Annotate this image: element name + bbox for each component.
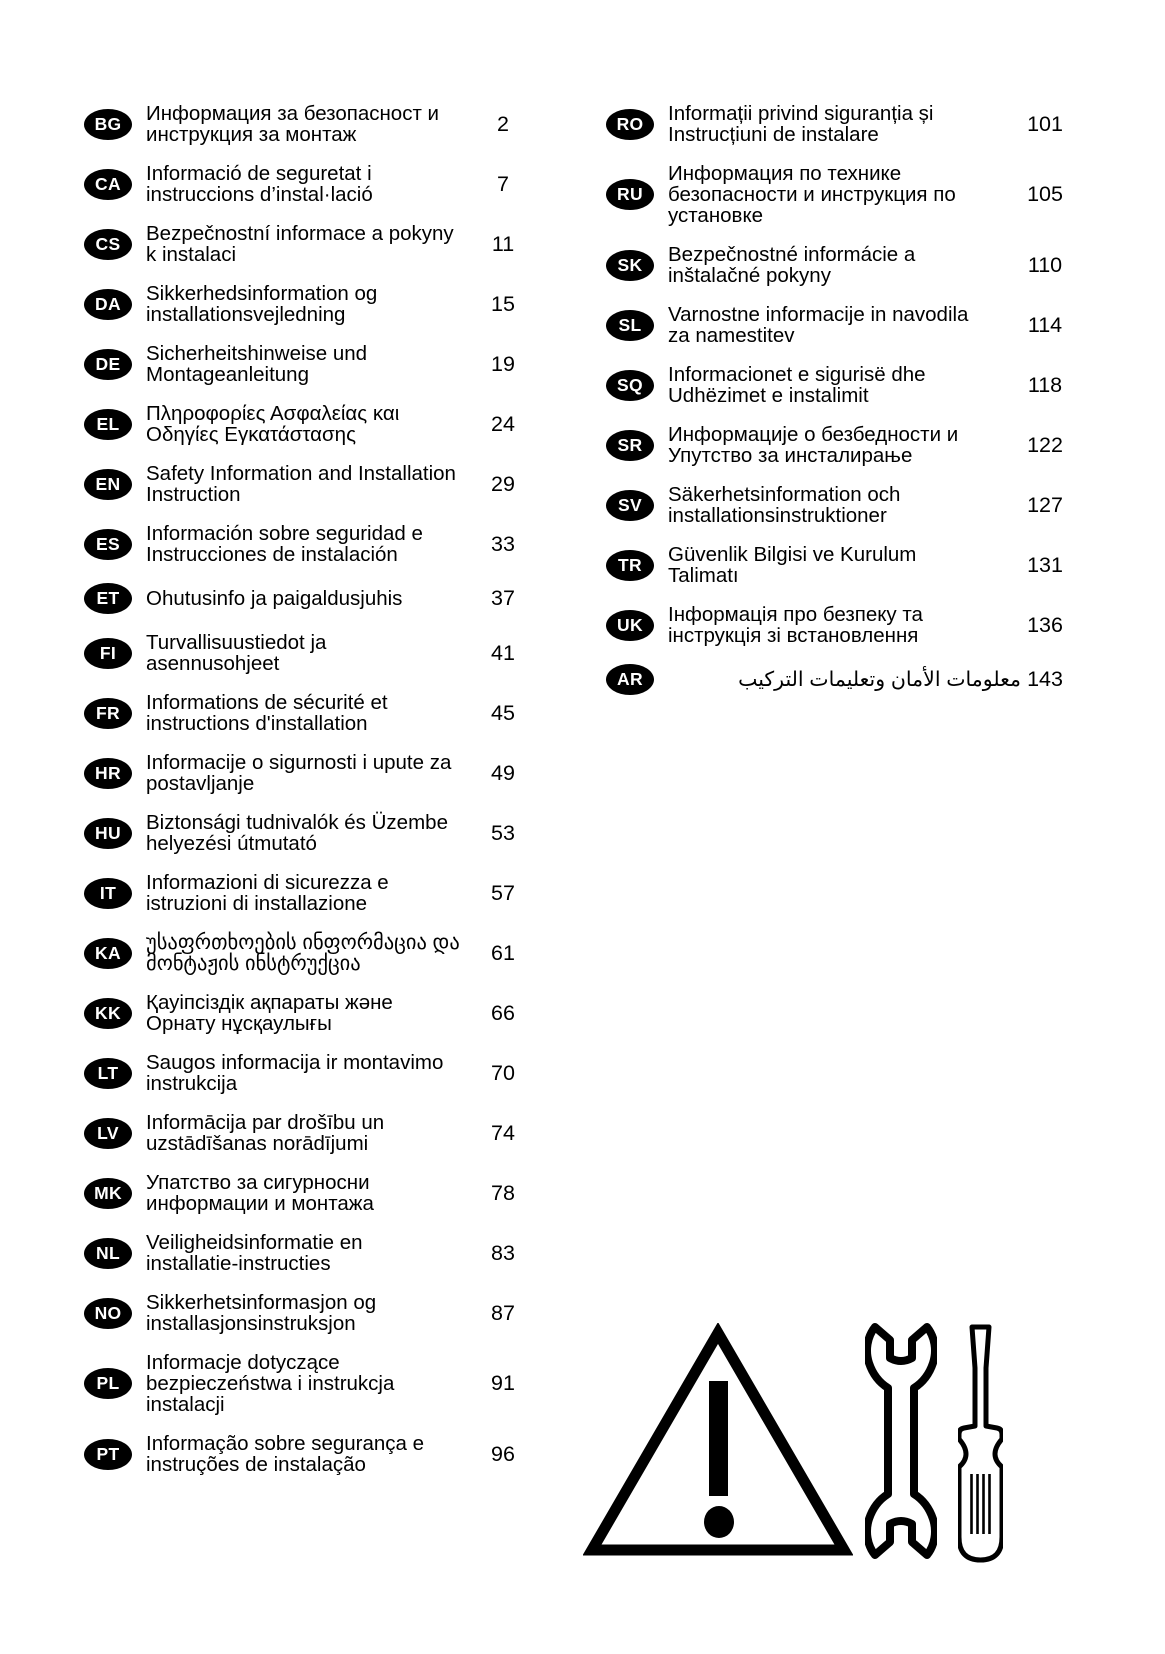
entry-page-number: 143: [1027, 667, 1063, 691]
entry-title-line: Informacje dotyczące: [146, 1351, 340, 1374]
entry-page-number: 78: [491, 1180, 515, 1205]
toc-entry-da: [84, 283, 527, 325]
entry-title-line: instruccions d’instal·lació: [146, 183, 373, 206]
entry-title-line: installationsinstruktioner: [668, 504, 887, 527]
entry-title: [146, 463, 479, 505]
toc-entry-fr: [84, 692, 527, 734]
entry-title-line: Montageanleitung: [146, 363, 309, 386]
language-badge-en: EN: [84, 469, 132, 500]
toc-entry-el: [84, 403, 527, 445]
entry-title-line: Veiligheidsinformatie en: [146, 1231, 363, 1254]
entry-title-line: Varnostne informacije in navodila: [668, 303, 969, 326]
bottom-icons: [583, 1321, 1053, 1567]
entry-title: [146, 103, 479, 145]
toc-entry-mk: [84, 1172, 527, 1214]
toc-entry-lv: [84, 1112, 527, 1154]
entry-page-number: 37: [491, 586, 515, 610]
language-badge-bg: BG: [84, 109, 132, 140]
entry-title-line: Ohutusinfo ja paigaldusjuhis: [146, 587, 403, 610]
language-badge-uk: UK: [606, 610, 654, 641]
entry-title-line: Informations de sécurité et: [146, 691, 388, 714]
language-badge-el: EL: [84, 409, 132, 440]
entry-page-number: 53: [491, 820, 515, 845]
entry-page-number: 45: [491, 700, 515, 725]
entry-title-line: информации и монтажа: [146, 1192, 374, 1215]
entry-title: [146, 752, 479, 794]
language-badge-kk: KK: [84, 998, 132, 1029]
entry-title-line: Информация за безопасност и: [146, 102, 439, 125]
language-badge-ar: AR: [606, 664, 654, 695]
toc-entry-hr: [84, 752, 527, 794]
toc-entry-es: [84, 523, 527, 565]
entry-title-line: inštalačné pokyny: [668, 264, 831, 287]
toc-entry-ar: [606, 664, 1069, 695]
language-badge-sr: SR: [606, 430, 654, 461]
entry-page-number: 2: [497, 111, 509, 136]
entry-title-line: Udhëzimet e instalimit: [668, 384, 869, 407]
toc-entry-cs: [84, 223, 527, 265]
entry-title-line: installatie-instructies: [146, 1252, 331, 1275]
language-badge-ro: RO: [606, 109, 654, 140]
entry-title: [668, 544, 1021, 586]
entry-title-line: Información sobre seguridad e: [146, 522, 423, 545]
entry-title-line: معلومات الأمان وتعليمات التركيب: [738, 668, 1021, 691]
toc-entry-sk: [606, 244, 1069, 286]
entry-title-line: Informació de seguretat i: [146, 162, 372, 185]
toc-entry-sq: [606, 364, 1069, 406]
language-badge-hr: HR: [84, 758, 132, 789]
entry-title-line: установке: [668, 204, 764, 227]
entry-title-line: Упутство за инсталирање: [668, 444, 913, 467]
toc-entry-tr: [606, 544, 1069, 586]
language-badge-fi: FI: [84, 638, 132, 669]
entry-page-number: 29: [491, 471, 515, 496]
entry-title: [146, 523, 479, 565]
entry-page-number: 101: [1027, 111, 1063, 136]
entry-title-line: Safety Information and Installation: [146, 462, 456, 485]
toc-entry-en: [84, 463, 527, 505]
toc-column-right: [606, 103, 1069, 713]
entry-title-line: za namestitev: [668, 324, 795, 347]
language-badge-sl: SL: [606, 310, 654, 341]
language-badge-cs: CS: [84, 229, 132, 260]
language-badge-lt: LT: [84, 1058, 132, 1089]
entry-title-line: asennusohjeet: [146, 652, 280, 675]
entry-title: [146, 1232, 479, 1274]
language-badge-fr: FR: [84, 698, 132, 729]
entry-page-number: 70: [491, 1060, 515, 1085]
entry-page-number: 41: [491, 640, 515, 665]
entry-title-line: Упатство за сигурносни: [146, 1171, 370, 1194]
entry-title: [668, 304, 1021, 346]
warning-triangle-icon: [583, 1323, 853, 1559]
entry-title-line: Informazioni di sicurezza e: [146, 871, 389, 894]
language-badge-de: DE: [84, 349, 132, 380]
language-badge-ru: RU: [606, 179, 654, 210]
entry-page-number: 87: [491, 1300, 515, 1325]
language-badge-it: IT: [84, 878, 132, 909]
language-badge-sk: SK: [606, 250, 654, 281]
entry-title-line: Informação sobre segurança e: [146, 1432, 425, 1455]
language-badge-lv: LV: [84, 1118, 132, 1149]
language-badge-mk: MK: [84, 1178, 132, 1209]
entry-title-line: Sikkerhetsinformasjon og: [146, 1291, 377, 1314]
entry-title-line: Інформація про безпеку та: [668, 603, 923, 626]
entry-title-line: მონტაჟის ინსტრუქცია: [146, 952, 361, 975]
entry-title-line: Sicherheitshinweise und: [146, 342, 368, 365]
entry-page-number: 74: [491, 1120, 515, 1145]
entry-page-number: 7: [497, 171, 509, 196]
entry-title-line: Πληροφορίες Ασφαλείας και: [146, 402, 400, 425]
entry-title: [668, 484, 1021, 526]
entry-title: [146, 812, 479, 854]
entry-page-number: 57: [491, 880, 515, 905]
entry-title-line: Biztonsági tudnivalók és Üzembe: [146, 811, 448, 834]
entry-title-line: Bezpečnostné informácie a: [668, 243, 916, 266]
entry-page-number: 110: [1027, 252, 1063, 277]
language-badge-pl: PL: [84, 1368, 132, 1399]
entry-page-number: 11: [491, 231, 515, 256]
toc-entry-de: [84, 343, 527, 385]
toc-entry-lt: [84, 1052, 527, 1094]
entry-title-line: Turvallisuustiedot ja: [146, 631, 327, 654]
toc-entry-ca: [84, 163, 527, 205]
entry-page-number: 105: [1027, 182, 1063, 206]
language-badge-nl: NL: [84, 1238, 132, 1269]
toc-entry-nl: [84, 1232, 527, 1274]
language-badge-no: NO: [84, 1298, 132, 1329]
language-badge-sq: SQ: [606, 370, 654, 401]
entry-title-line: Instrucciones de instalación: [146, 543, 398, 566]
entry-title: [668, 163, 1021, 226]
entry-title-line: Informacionet e sigurisë dhe: [668, 363, 926, 386]
entry-title-line: instructions d'installation: [146, 712, 368, 735]
entry-title-line: Güvenlik Bilgisi ve Kurulum: [668, 543, 917, 566]
language-badge-es: ES: [84, 529, 132, 560]
entry-title-line: postavljanje: [146, 772, 255, 795]
language-badge-et: ET: [84, 583, 132, 614]
entry-title: [668, 424, 1021, 466]
entry-title-line: installationsvejledning: [146, 303, 346, 326]
toc-entry-no: [84, 1292, 527, 1334]
entry-title-line: instrukcija: [146, 1072, 238, 1095]
entry-title-line: инструкция за монтаж: [146, 123, 357, 146]
toc-entry-pt: [84, 1433, 527, 1475]
entry-page-number: 66: [491, 1000, 515, 1025]
entry-title: [146, 343, 479, 385]
entry-title-line: інструкція зі встановлення: [668, 624, 919, 647]
toc-entry-kk: [84, 992, 527, 1034]
screwdriver-icon: [958, 1324, 1003, 1564]
entry-title: [146, 1433, 479, 1475]
entry-title: [146, 1292, 479, 1334]
entry-title: [146, 1352, 479, 1415]
toc-entry-it: [84, 872, 527, 914]
language-badge-ca: CA: [84, 169, 132, 200]
entry-title-line: Информация по технике: [668, 162, 902, 185]
entry-title-line: Bezpečnostní informace a pokyny: [146, 222, 454, 245]
entry-page-number: 61: [491, 940, 515, 965]
toc-entry-sr: [606, 424, 1069, 466]
entry-title-line: Қауіпсіздік ақпараты және: [146, 991, 393, 1014]
entry-title: [146, 588, 479, 609]
toc-entry-uk: [606, 604, 1069, 646]
toc-entry-fi: [84, 632, 527, 674]
entry-page-number: 131: [1027, 552, 1063, 577]
entry-title: [146, 632, 479, 674]
language-badge-pt: PT: [84, 1439, 132, 1470]
entry-title-line: безопасности и инструкция по: [668, 183, 956, 206]
entry-title-line: Informacije o sigurnosti i upute za: [146, 751, 452, 774]
toc-entry-sv: [606, 484, 1069, 526]
entry-page-number: 24: [491, 411, 515, 436]
entry-title: [146, 283, 479, 325]
entry-title: [668, 364, 1021, 406]
entry-title-line: uzstādīšanas norādījumi: [146, 1132, 369, 1155]
entry-title-line: უსაფრთხოების ინფორმაცია და: [146, 931, 460, 954]
entry-title-line: Informācija par drošību un: [146, 1111, 385, 1134]
entry-title: [146, 932, 479, 974]
entry-title-line: Instrucțiuni de instalare: [668, 123, 879, 146]
language-badge-sv: SV: [606, 490, 654, 521]
entry-page-number: 122: [1027, 432, 1063, 457]
wrench-icon: [865, 1321, 937, 1561]
language-badge-hu: HU: [84, 818, 132, 849]
entry-title: [668, 669, 1021, 690]
entry-title: [146, 692, 479, 734]
entry-title-line: istruzioni di installazione: [146, 892, 368, 915]
entry-title: [668, 244, 1021, 286]
toc-entry-pl: [84, 1352, 527, 1415]
entry-title: [668, 604, 1021, 646]
entry-title-line: instruções de instalação: [146, 1453, 366, 1476]
entry-page-number: 114: [1027, 312, 1063, 337]
entry-title: [146, 223, 479, 265]
entry-title-line: Sikkerhedsinformation og: [146, 282, 378, 305]
entry-title-line: Säkerhetsinformation och: [668, 483, 901, 506]
entry-title-line: Орнату нұсқаулығы: [146, 1012, 332, 1035]
entry-page-number: 118: [1027, 372, 1063, 397]
toc-entry-et: [84, 583, 527, 614]
entry-title-line: Talimatı: [668, 564, 739, 587]
toc-entry-sl: [606, 304, 1069, 346]
entry-page-number: 33: [491, 531, 515, 556]
entry-page-number: 127: [1027, 492, 1063, 517]
entry-page-number: 91: [491, 1371, 515, 1395]
language-badge-da: DA: [84, 289, 132, 320]
entry-page-number: 49: [491, 760, 515, 785]
entry-title-line: Instruction: [146, 483, 241, 506]
toc-entry-ka: [84, 932, 527, 974]
entry-title: [146, 992, 479, 1034]
language-badge-tr: TR: [606, 550, 654, 581]
entry-title-line: Информације о безбедности и: [668, 423, 959, 446]
entry-title-line: Informații privind siguranția și: [668, 102, 934, 125]
entry-page-number: 83: [491, 1240, 515, 1265]
language-badge-ka: KA: [84, 938, 132, 969]
toc-entry-hu: [84, 812, 527, 854]
toc-entry-ro: [606, 103, 1069, 145]
entry-page-number: 19: [491, 351, 515, 376]
entry-title: [146, 403, 479, 445]
entry-page-number: 96: [491, 1441, 515, 1466]
entry-title-line: helyezési útmutató: [146, 832, 317, 855]
toc-entry-ru: [606, 163, 1069, 226]
entry-title: [146, 1172, 479, 1214]
entry-title: [146, 872, 479, 914]
entry-title-line: Saugos informacija ir montavimo: [146, 1051, 444, 1074]
entry-title-line: k instalaci: [146, 243, 237, 266]
entry-title-line: Οδηγίες Εγκατάστασης: [146, 423, 356, 446]
entry-title-line: installasjonsinstruksjon: [146, 1312, 356, 1335]
entry-title-line: bezpieczeństwa i instrukcja: [146, 1372, 395, 1395]
entry-page-number: 15: [491, 291, 515, 316]
toc-entry-bg: [84, 103, 527, 145]
entry-title: [668, 103, 1021, 145]
entry-title: [146, 1112, 479, 1154]
entry-title-line: instalacji: [146, 1393, 225, 1416]
entry-title: [146, 163, 479, 205]
entry-title: [146, 1052, 479, 1094]
toc-column-left: [84, 103, 527, 1493]
entry-page-number: 136: [1027, 612, 1063, 637]
